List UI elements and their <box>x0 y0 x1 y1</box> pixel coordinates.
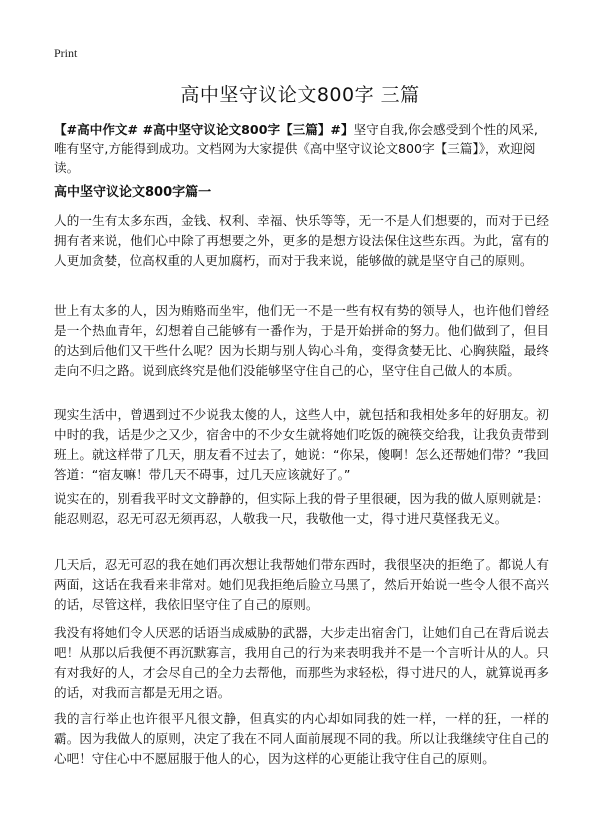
paragraph-7: 我的言行举止也许很平凡很文静，但真实的内心却如同我的姓一样，一样的狂，一样的霸。因为我做人的原则，决定了我在不同人面前展现不同的我。所以让我继续守住自己的心吧！守住心中不愿屈服于他人的心，因为这样的心更能让我守住自己的原则。 <box>54 711 549 766</box>
paragraph-4: 说实在的，别看我平时文文静静的，但实际上我的骨子里很硬，因为我的做人原则就是：能忍则忍，忍无可忍无须再忍，人敬我一尺，我敬他一丈，得寸进尺莫怪我无义。 <box>54 491 549 526</box>
print-link[interactable]: Print <box>54 46 78 60</box>
paragraph-1: 人的一生有太多东西，金钱、权利、幸福、快乐等等，无一不是人们想要的，而对于已经拥有者来说，他们心中除了再想要之外，更多的是想方设法保住这些东西。为此，富有的人更加贪婪，位高权重的人更加腐朽，而对于我来说，能够做的就是坚守自己的原则。 <box>54 213 549 268</box>
intro-text: 坚守自我,你会感受到个性的风采,唯有坚守,方能得到成功。文档网为大家提供《高中坚守议论文800字【三篇】》，欢迎阅读。 <box>54 122 538 175</box>
intro-paragraph <box>54 120 549 177</box>
paragraph-3: 现实生活中，曾遇到过不少说我太傻的人，这些人中，就包括和我相处多年的好朋友。初中时的我，话是少之又少，宿舍中的不少女生就将她们吃饭的碗筷交给我，让我负责带到班上。就这样带了几天，朋友看不过去了，她说：“你呆，傻啊！怎么还帮她们带？”我回答道：“宿友嘛！带几天不碍事，过几天应该就好了。” <box>54 407 549 482</box>
paragraph-2: 世上有太多的人，因为贿赂而坐牢，他们无一不是一些有权有势的领导人，也许他们曾经是一个热血青年，幻想着自己能够有一番作为，于是开始拼命的努力。他们做到了，但目的达到后他们又干些什么呢？因为长期与别人钩心斗角，变得贪婪无比、心胸狭隘，最终走向不归之路。说到底终究是他们没能够坚守住自己的心，坚守住自己做人的本质。 <box>54 303 549 378</box>
intro-tag: 【#高中作文# #高中坚守议论文800字【三篇】#】 <box>54 122 354 137</box>
page-title: 高中坚守议论文800字 三篇 <box>180 84 420 106</box>
paragraph-6: 我没有将她们令人厌恶的话语当成威胁的武器，大步走出宿舍门，让她们自己在背后说去吧！从那以后我便不再沉默寡言，我用自己的行为来表明我并不是一个言听计从的人。只有对我好的人，才会尽自己的全力去帮他，而那些为求轻松，得寸进尺的人，就算说再多的话，对我而言都是无用之语。 <box>54 625 549 700</box>
paragraph-5: 几天后，忍无可忍的我在她们再次想让我帮她们带东西时，我很坚决的拒绝了。都说人有两面，这话在我看来非常对。她们见我拒绝后脸立马黑了，然后开始说一些令人很不高兴的话，尽管这样，我依旧坚守住了自己的原则。 <box>54 557 549 612</box>
section-title: 高中坚守议论文800字篇一 <box>54 185 212 200</box>
